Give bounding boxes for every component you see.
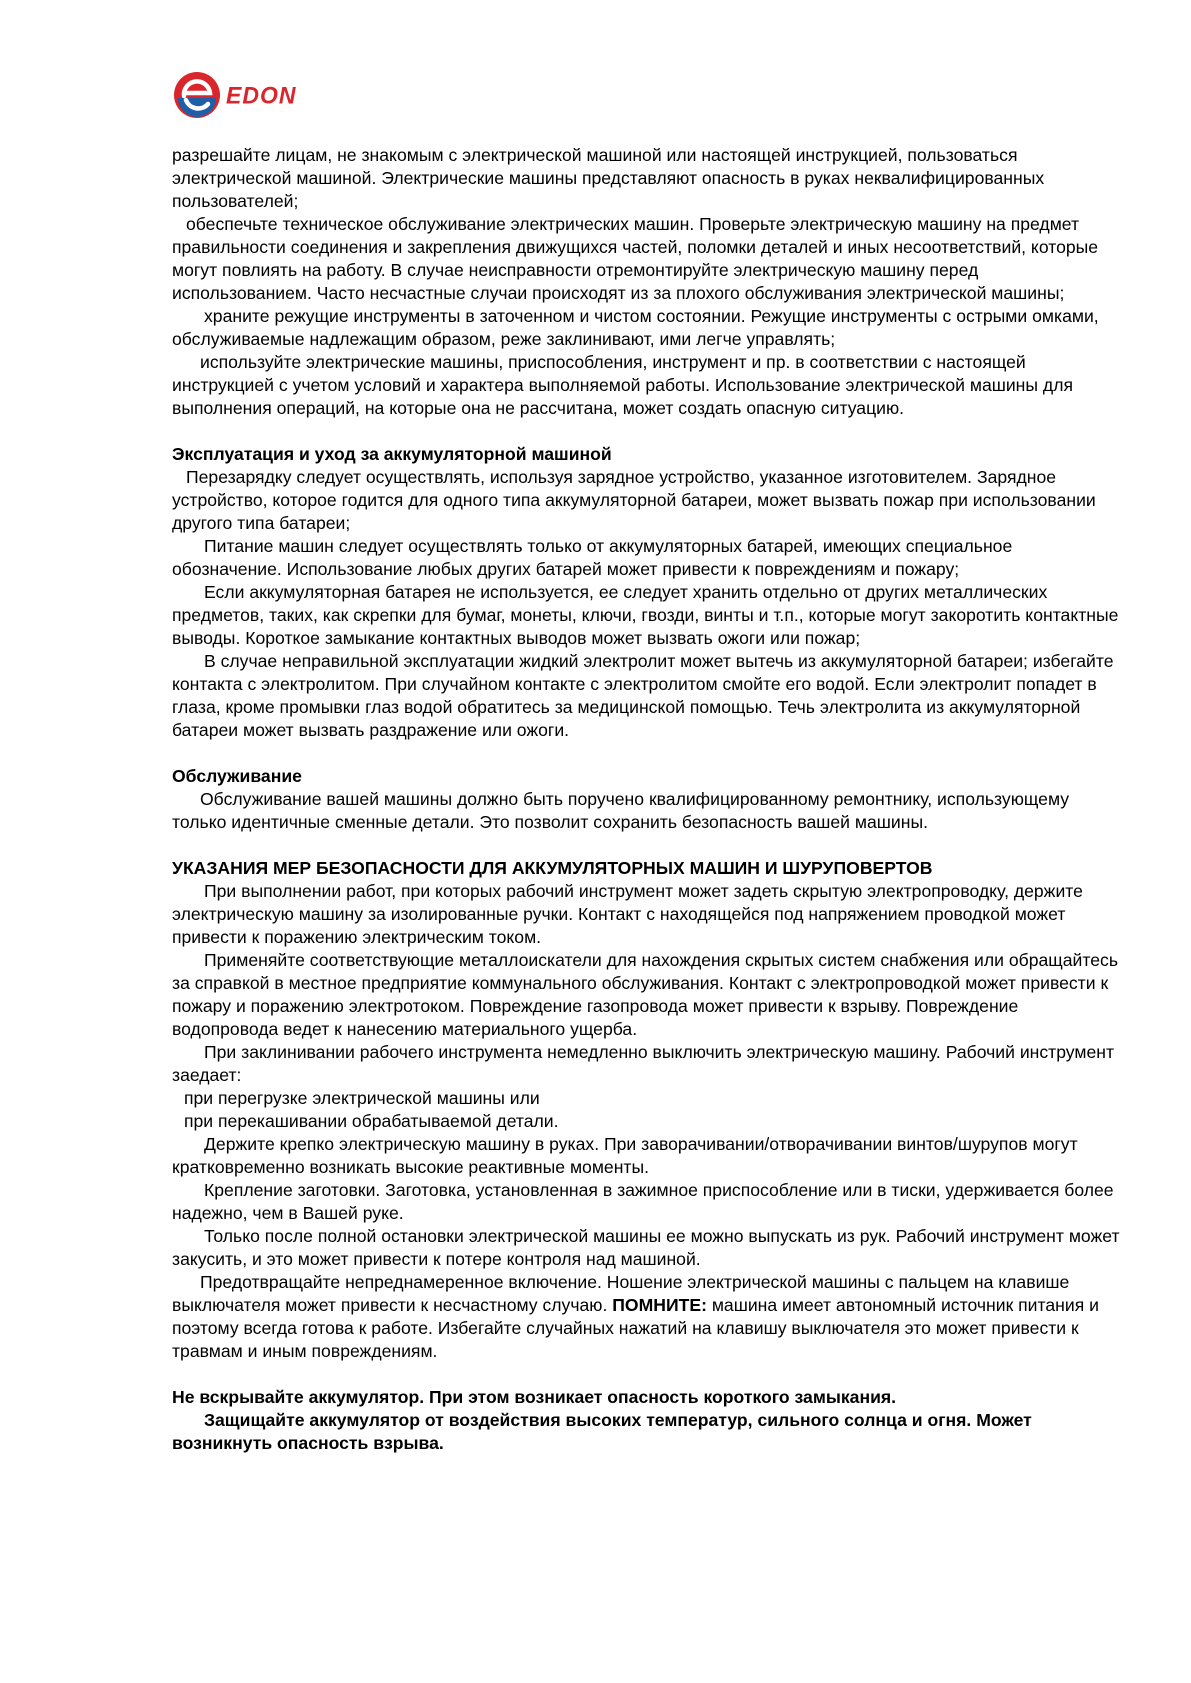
paragraph: Перезарядку следует осуществлять, используя зарядное устройство, указанное изготовителем. Зарядное устройство, которое годится для одного типа аккумуляторной батареи, может вызвать пожар при использовании другого типа батареи;: [172, 467, 1096, 533]
logo: [172, 70, 296, 120]
remember-label: ПОМНИТЕ:: [612, 1295, 707, 1315]
spacer: [172, 1363, 1122, 1386]
warning-text: Не вскрывайте аккумулятор. При этом возникает опасность короткого замыкания.: [172, 1387, 897, 1407]
paragraph: [172, 1271, 1122, 1363]
paragraph: Питание машин следует осуществлять только от аккумуляторных батарей, имеющих специальное обозначение. Использование любых других батарей может привести к повреждениям и пожару;: [172, 536, 1013, 579]
paragraph: обеспечьте техническое обслуживание электрических машин. Проверьте электрическую машину на предмет правильности соединения и закрепления движущихся частей, поломки деталей и иных несоответствий, которые могут повлиять на работу. В случае неисправности отремонтируйте электрическую машину перед использованием. Часто несчастные случаи происходят из за плохого обслуживания электрической машины;: [172, 214, 1099, 303]
paragraph: При выполнении работ, при которых рабочий инструмент может задеть скрытую электропроводку, держите электрическую машину за изолированные ручки. Контакт с находящейся под напряжением проводкой может привести к поражению электрическим током.: [172, 881, 1083, 947]
paragraph-text: машина имеет автономный источник питания и поэтому всегда готова к работе. Избегайте случайных нажатий на клавишу выключателя это может привести к травмам и иным повреждениям.: [172, 1295, 1099, 1361]
document-body: [172, 144, 1122, 1455]
paragraph: храните режущие инструменты в заточенном и чистом состоянии. Режущие инструменты с острыми омками, обслуживаемые надлежащим образом, реже заклинивают, ими легче управлять;: [172, 306, 1099, 349]
spacer: [172, 420, 1122, 443]
paragraph: Применяйте соответствующие металлоискатели для нахождения скрытых систем снабжения или обращайтесь за справкой в местное предприятие коммунального обслуживания. Контакт с электропроводкой может привести к пожару и поражению электротоком. Повреждение газопровода может привести к взрыву. Повреждение водопровода ведет к нанесению материального ущерба.: [172, 950, 1118, 1039]
spacer: [172, 742, 1122, 765]
paragraph: разрешайте лицам, не знакомым с электрической машиной или настоящей инструкцией, пользоваться электрической машиной. Электрические машины представляют опасность в руках неквалифицированных пользователей;: [172, 145, 1045, 211]
warning-text: Защищайте аккумулятор от воздействия высоких температур, сильного солнца и огня. Может возникнуть опасность взрыва.: [172, 1410, 1032, 1453]
spacer: [172, 834, 1122, 857]
section-heading: Обслуживание: [172, 766, 302, 786]
paragraph: используйте электрические машины, приспособления, инструмент и пр. в соответствии с настоящей инструкцией с учетом условий и характера выполняемой работы. Использование электрической машины для выполнения операций, на которые она не рассчитана, может создать опасную ситуацию.: [172, 352, 1073, 418]
paragraph: Крепление заготовки. Заготовка, установленная в зажимное приспособление или в тиски, удерживается более надежно, чем в Вашей руке.: [172, 1180, 1114, 1223]
paragraph: Если аккумуляторная батарея не используется, ее следует хранить отдельно от других металлических предметов, таких, как скрепки для бумаг, монеты, ключи, гвозди, винты и т.п., которые могут закоротить контактные выводы. Короткое замыкание контактных выводов может вызвать ожоги или пожар;: [172, 582, 1119, 648]
logo-text: EDON: [226, 80, 297, 109]
paragraph: Только после полной остановки электрической машины ее можно выпускать из рук. Рабочий инструмент может закусить, и это может привести к потере контроля над машиной.: [172, 1226, 1120, 1269]
paragraph: Держите крепко электрическую машину в руках. При заворачивании/отворачивании винтов/шурупов могут кратковременно возникать высокие реактивные моменты.: [172, 1134, 1078, 1177]
list-item: при перекашивании обрабатываемой детали.: [184, 1111, 559, 1131]
section-heading: Эксплуатация и уход за аккумуляторной машиной: [172, 444, 612, 464]
list-item: при перегрузке электрической машины или: [184, 1088, 540, 1108]
paragraph: В случае неправильной эксплуатации жидкий электролит может вытечь из аккумуляторной батареи; избегайте контакта с электролитом. При случайном контакте с электролитом смойте его водой. Если электролит попадет в глаза, кроме промывки глаз водой обратитесь за медицинской помощью. Течь электролита из аккумуляторной батареи может вызвать раздражение или ожоги.: [172, 651, 1114, 740]
edon-logo-icon: [172, 70, 222, 120]
section-heading: УКАЗАНИЯ МЕР БЕЗОПАСНОСТИ ДЛЯ АККУМУЛЯТОРНЫХ МАШИН И ШУРУПОВЕРТОВ: [172, 858, 933, 878]
paragraph-text: Предотвращайте непреднамеренное включение. Ношение электрической машины с пальцем на клавише выключателя может привести к несчастному случаю.: [172, 1272, 1070, 1315]
paragraph: При заклинивании рабочего инструмента немедленно выключить электрическую машину. Рабочий инструмент заедает:: [172, 1042, 1115, 1085]
paragraph: Обслуживание вашей машины должно быть поручено квалифицированному ремонтнику, использующему только идентичные сменные детали. Это позволит сохранить безопасность вашей машины.: [172, 789, 1070, 832]
